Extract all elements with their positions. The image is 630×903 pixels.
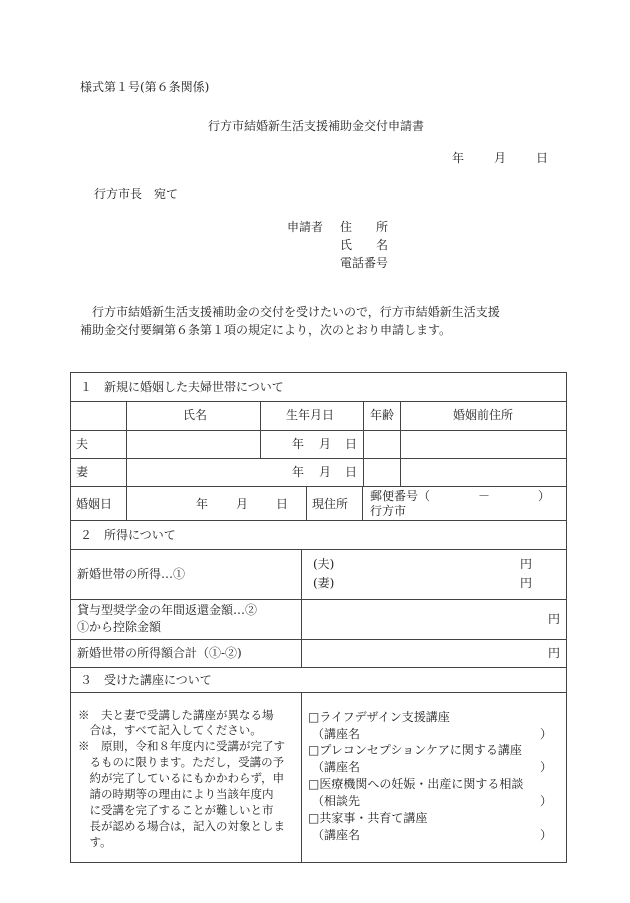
course-life-design-close: ）	[540, 727, 553, 741]
form-number: 様式第１号(第６条関係)	[80, 80, 210, 94]
note-line: るものに限ります。ただし，受講の予	[78, 755, 285, 769]
note-line: ※ 原則，令和８年度内に受講が完了す	[78, 739, 285, 753]
addressee: 行方市長 宛て	[94, 187, 179, 201]
marriage-year: 年	[196, 497, 209, 511]
household-income-label: 新婚世帯の所得…①	[77, 567, 186, 581]
date-day-label: 日	[536, 151, 549, 165]
husband-dob-day: 日	[345, 437, 358, 451]
loan-repayment-label: 貸与型奨学金の年間返還金額…②	[77, 603, 258, 617]
address-label: 住 所	[340, 220, 389, 234]
husband-income-label: (夫)	[313, 557, 335, 571]
total-yen: 円	[548, 646, 561, 660]
wife-row-label: 妻	[76, 465, 89, 479]
total-income-label: 新婚世帯の所得額合計（①-②)	[77, 646, 242, 660]
phone-label: 電話番号	[340, 256, 389, 270]
course-preconception-name: （講座名	[312, 760, 361, 774]
note-line: 合は，すべて記入してください。	[78, 723, 262, 737]
column-prev-address-header: 婚姻前住所	[453, 408, 514, 422]
wife-dob-day: 日	[345, 465, 358, 479]
note-line: 請の時期等の理由により当該年度内	[78, 787, 274, 801]
course-life-design-checkbox[interactable]: □ライフデザイン支援講座	[308, 710, 450, 724]
wife-income-label: (妻)	[313, 576, 335, 590]
course-medical-consult-checkbox[interactable]: □医療機関への妊娠・出産に関する相談	[308, 777, 524, 791]
note-line: ※ 夫と妻で受講した講座が異なる場	[78, 708, 274, 722]
intro-text-line1: 行方市結婚新生活支援補助金の交付を受けたいので，行方市結婚新生活支援	[80, 305, 500, 319]
city-label: 行方市	[370, 504, 407, 518]
course-medical-consult-close: ）	[540, 794, 553, 808]
note-line: に受講を完了することが難しいと市	[78, 803, 274, 817]
course-co-housework-close: ）	[540, 828, 553, 842]
column-dob-header: 生年月日	[286, 408, 335, 422]
course-preconception-close: ）	[540, 760, 553, 774]
note-line: 約が完了しているにもかかわらず，申	[78, 771, 285, 785]
course-co-housework-name: （講座名	[312, 828, 361, 842]
section3-heading: ３ 受けた講座について	[80, 673, 212, 687]
loan-deduction-label: ①から控除金額	[77, 620, 162, 634]
column-name-header: 氏名	[183, 408, 208, 422]
course-life-design-name: （講座名	[312, 727, 361, 741]
column-age-header: 年齢	[370, 408, 395, 422]
date-year-label: 年	[452, 151, 465, 165]
postal-code-field: 郵便番号（ － ）	[370, 489, 551, 503]
wife-dob-year: 年	[292, 465, 305, 479]
course-medical-consult-name: （相談先	[312, 794, 361, 808]
document-title: 行方市結婚新生活支援補助金交付申請書	[208, 119, 425, 133]
loan-yen: 円	[548, 612, 561, 626]
section2-heading: ２ 所得について	[80, 528, 176, 542]
section1-heading: １ 新規に婚姻した夫婦世帯について	[80, 380, 284, 394]
course-preconception-checkbox[interactable]: □プレコンセプションケアに関する講座	[308, 743, 522, 757]
marriage-day: 日	[276, 497, 289, 511]
husband-dob-year: 年	[292, 437, 305, 451]
course-co-housework-checkbox[interactable]: □共家事・共育て講座	[308, 811, 428, 825]
intro-text-line2: 補助金交付要綱第６条第１項の規定により，次のとおり申請します。	[80, 323, 452, 337]
applicant-label: 申請者	[287, 220, 324, 234]
date-month-label: 月	[494, 151, 507, 165]
husband-row-label: 夫	[76, 437, 89, 451]
current-address-label: 現住所	[312, 497, 349, 511]
husband-income-yen: 円	[520, 557, 533, 571]
note-line: す。	[78, 835, 112, 849]
wife-dob-month: 月	[319, 465, 332, 479]
note-line: 長が認める場合は，記入の対象としま	[78, 819, 285, 833]
marriage-date-label: 婚姻日	[76, 497, 113, 511]
name-label: 氏 名	[340, 238, 389, 252]
wife-income-yen: 円	[520, 576, 533, 590]
husband-dob-month: 月	[319, 437, 332, 451]
marriage-month: 月	[236, 497, 249, 511]
